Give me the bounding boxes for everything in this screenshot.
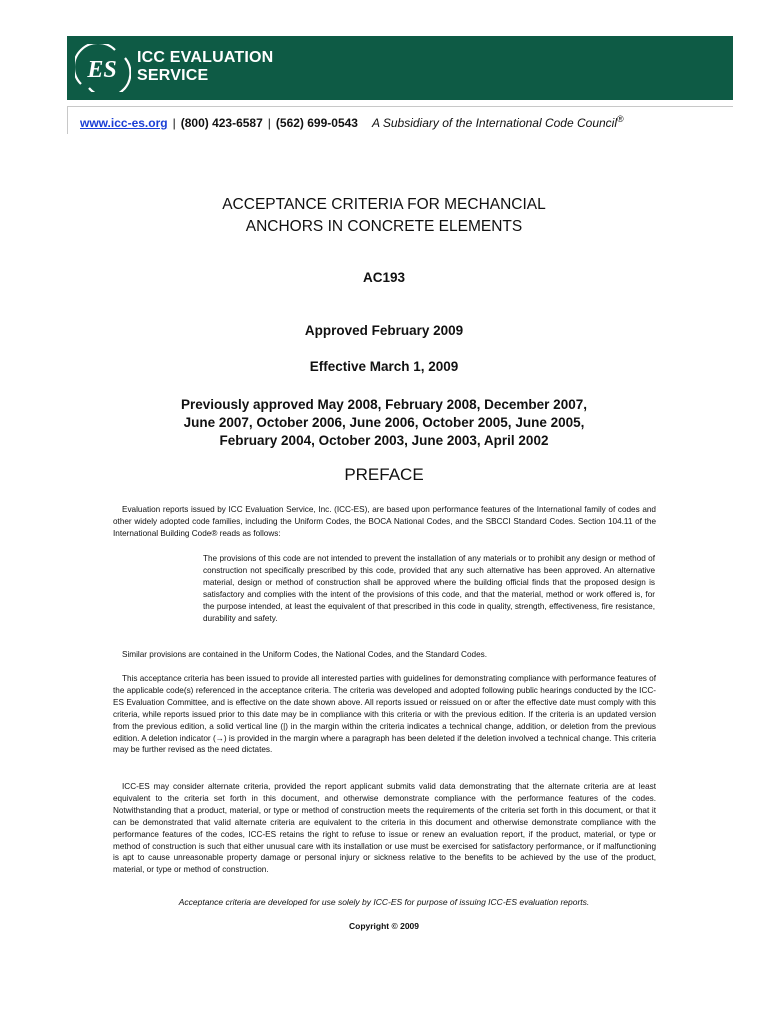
criteria-code: AC193 bbox=[362, 270, 406, 285]
effective-date: Effective March 1, 2009 bbox=[309, 359, 459, 374]
code-quote: The provisions of this code are not intended to prevent the installation of any materials or to prohibit any design or method of construction not specifically prescribed by this code, provided that any such alternative has been approved. An alternative material, design or method of construction shall be approved where the building official finds that the proposed design is satisfactory and complies with the intent of the provisions of this code, and that the material, method or work offered is, for the purpose intended, at least the equivalent of that prescribed in this code in quality, strength, effectiveness, fire resistance, durability and safety. bbox=[203, 554, 655, 623]
previous-line-2: June 2007, October 2006, June 2006, October 2005, June 2005, bbox=[183, 415, 585, 430]
previous-line-1: Previously approved May 2008, February 2008, December 2007, bbox=[181, 397, 587, 412]
document-title bbox=[0, 194, 768, 238]
contact-left-rule bbox=[67, 106, 68, 134]
title-line-1: ACCEPTANCE CRITERIA FOR MECHANCIAL bbox=[222, 196, 546, 213]
approved-date: Approved February 2009 bbox=[304, 323, 464, 338]
copyright: Copyright © 2009 bbox=[348, 921, 420, 931]
previous-line-3: February 2004, October 2003, June 2003, April 2002 bbox=[219, 433, 549, 448]
preface-paragraph-1: Evaluation reports issued by ICC Evaluation Service, Inc. (ICC-ES), are based upon performance features of the International family of codes and other widely adopted code families, including the Uniform Codes, the BOCA National Codes, and the SBCCI Standard Codes. Section 104.11 of the International Building Code® reads as follows: bbox=[113, 505, 656, 538]
logo-line-1: ICC EVALUATION bbox=[137, 49, 274, 66]
contact-bar bbox=[80, 114, 730, 130]
preface-paragraph-4: ICC-ES may consider alternate criteria, provided the report applicant submits valid data demonstrating that the alternate criteria are at least equivalent to the criteria set forth in this document, and otherwise demonstrate compliance with the performance features of the codes. Notwithstanding that a product, material, or type or method of construction meets the requirements of the criteria set forth in this document, or that it can be demonstrated that valid alternate criteria are equivalent to the criteria in this document and otherwise demonstrate compliance with the performance features of the codes, ICC-ES retains the right to refuse to issue or renew an evaluation report, if the product, material, or type or method of construction is such that either unusual care with its installation or use must be exercised for satisfactory performance, or if malfunctioning is apt to cause unreasonable property damage or personal injury or sickness relative to the benefits to be achieved by the use of the product, material, or type or method of construction. bbox=[113, 782, 656, 875]
registered-mark: ® bbox=[617, 114, 624, 124]
logo-line-2: SERVICE bbox=[137, 67, 209, 84]
tagline bbox=[372, 116, 624, 130]
icc-es-logo-icon bbox=[75, 44, 131, 92]
separator: | bbox=[267, 116, 271, 130]
tagline-text: A Subsidiary of the International Code Council bbox=[371, 116, 618, 130]
phone-1: (800) 423-6587 bbox=[180, 116, 263, 130]
contact-top-rule bbox=[67, 106, 733, 107]
preface-heading: PREFACE bbox=[344, 465, 424, 484]
title-line-2: ANCHORS IN CONCRETE ELEMENTS bbox=[245, 218, 523, 235]
logo-wordmark bbox=[137, 49, 273, 85]
header-banner bbox=[67, 36, 733, 100]
website-link[interactable]: www.icc-es.org bbox=[80, 116, 168, 130]
previous-approvals bbox=[0, 396, 768, 450]
preface-paragraph-3: This acceptance criteria has been issued to provide all interested parties with guidelines for demonstrating compliance with performance features of the applicable code(s) referenced in the acceptance criteria. The criteria was developed and adopted following public hearings conducted by the ICC-ES Evaluation Committee, and is effective on the date shown above. All reports issued or reissued on or after the effective date must comply with this criteria, while reports issued prior to this date may be in compliance with this criteria or with the previous edition. If the criteria is an updated version from the previous edition, a solid vertical line (|) in the margin within the criteria indicates a technical change, addition, or deletion from the previous edition. A deletion indicator (→) is provided in the margin where a paragraph has been deleted if the deletion involved a technical change. This criteria may be further revised as the need dictates. bbox=[113, 674, 656, 755]
logo-monogram: ES bbox=[87, 57, 117, 83]
phone-2: (562) 699-0543 bbox=[275, 116, 358, 130]
separator: | bbox=[172, 116, 176, 130]
preface-paragraph-2: Similar provisions are contained in the Uniform Codes, the National Codes, and the Standard Codes. bbox=[122, 650, 487, 659]
usage-note: Acceptance criteria are developed for use solely by ICC-ES for purpose of issuing ICC-ES evaluation reports. bbox=[178, 897, 590, 907]
